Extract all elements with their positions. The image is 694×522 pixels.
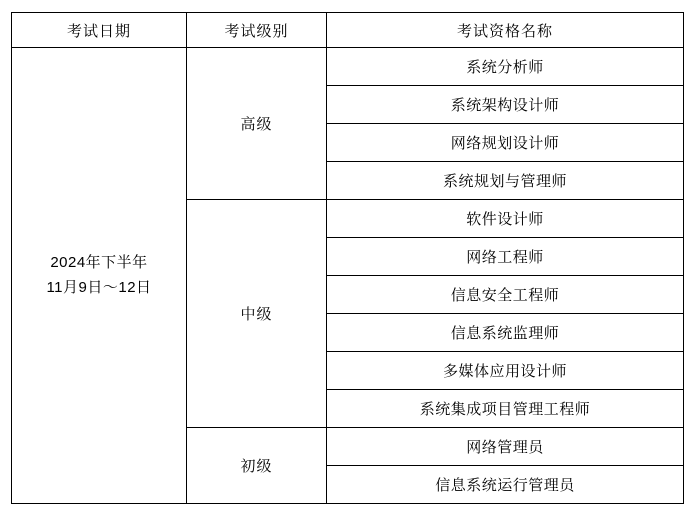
- column-header-exam-level: 考试级别: [187, 13, 327, 48]
- qualification-name: 系统集成项目管理工程师: [327, 390, 684, 428]
- qualification-name: 信息系统运行管理员: [327, 466, 684, 504]
- exam-level-senior: 高级: [187, 48, 327, 200]
- exam-date-line-1: 2024年下半年: [50, 253, 148, 271]
- qualification-name: 网络规划设计师: [327, 124, 684, 162]
- column-header-exam-date: 考试日期: [12, 13, 187, 48]
- qualification-name: 信息安全工程师: [327, 276, 684, 314]
- exam-level-junior: 初级: [187, 428, 327, 504]
- table-body: [12, 48, 684, 504]
- exam-date-line-2: 11月9日～12日: [46, 278, 152, 296]
- column-header-qualification-name: 考试资格名称: [327, 13, 684, 48]
- qualification-name: 多媒体应用设计师: [327, 352, 684, 390]
- table-row: [12, 48, 684, 86]
- qualification-name: 系统架构设计师: [327, 86, 684, 124]
- qualification-name: 网络管理员: [327, 428, 684, 466]
- qualification-name: 软件设计师: [327, 200, 684, 238]
- table-header: [12, 13, 684, 48]
- qualification-name: 信息系统监理师: [327, 314, 684, 352]
- exam-schedule-table: [11, 12, 684, 504]
- document-page: [0, 12, 694, 522]
- qualification-name: 网络工程师: [327, 238, 684, 276]
- qualification-name: 系统规划与管理师: [327, 162, 684, 200]
- exam-date-cell: [12, 48, 187, 504]
- table-header-row: [12, 13, 684, 48]
- qualification-name: 系统分析师: [327, 48, 684, 86]
- exam-level-intermediate: 中级: [187, 200, 327, 428]
